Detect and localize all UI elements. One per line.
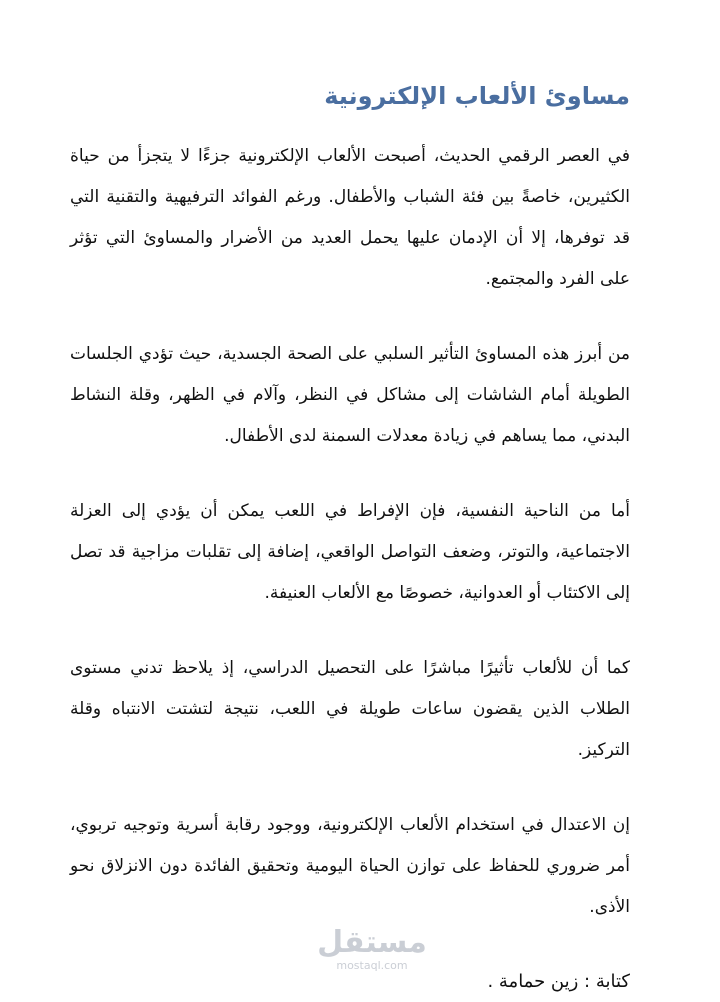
article — [70, 70, 630, 1002]
watermark-brand: مستقل — [317, 925, 427, 960]
paragraph-conclusion: إن الاعتدال في استخدام الألعاب الإلكترونية، ووجود رقابة أسرية وتوجيه تربوي، أمر ضروري للحفاظ على توازن الحياة اليومية وتحقيق الفائدة دون الانزلاق نحو الأذى. — [70, 815, 630, 917]
paragraph-intro: في العصر الرقمي الحديث، أصبحت الألعاب الإلكترونية جزءًا لا يتجزأ من حياة الكثيرين، خاصةً بين فئة الشباب والأطفال. ورغم الفوائد الترفيهية والتقنية التي قد توفرها، إلا أن الإدمان عليها يحمل العديد من الأضرار والمساوئ التي تؤثر على الفرد والمجتمع. — [70, 146, 630, 289]
paragraph-psychological: أما من الناحية النفسية، فإن الإفراط في اللعب يمكن أن يؤدي إلى العزلة الاجتماعية، والتوتر، وضعف التواصل الواقعي، إضافة إلى تقلبات مزاجية قد تصل إلى الاكتئاب أو العدوانية، خصوصًا مع الألعاب العنيفة. — [70, 501, 630, 603]
mostaql-watermark — [312, 926, 432, 972]
author-signature: كتابة : زين حمامة . — [487, 971, 630, 992]
article-title: مساوئ الألعاب الإلكترونية — [324, 82, 630, 110]
watermark-url: mostaql.com — [336, 959, 408, 972]
paragraph-academic: كما أن للألعاب تأثيرًا مباشرًا على التحصيل الدراسي، إذ يلاحظ تدني مستوى الطلاب الذين يقضون ساعات طويلة في اللعب، نتيجة لتشتت الانتباه وقلة التركيز. — [70, 658, 630, 760]
paragraph-physical-health: من أبرز هذه المساوئ التأثير السلبي على الصحة الجسدية، حيث تؤدي الجلسات الطويلة أمام الشاشات إلى مشاكل في النظر، وآلام في الظهر، وقلة النشاط البدني، مما يساهم في زيادة معدلات السمنة لدى الأطفال. — [70, 344, 630, 446]
